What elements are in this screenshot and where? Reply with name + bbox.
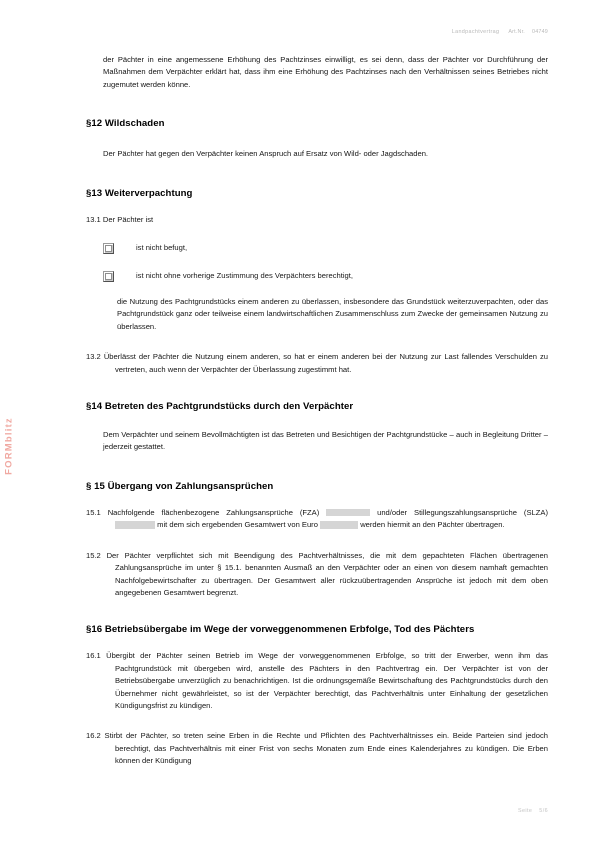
clause-15-1-number: 15.1 (86, 507, 101, 517)
clause-15-1-part2: und/oder Stillegungszahlungsansprüche (SLZA) (377, 507, 548, 517)
clause-16-1-number: 16.1 (86, 651, 101, 661)
header-doc-title: Landpachtvertrag (451, 29, 500, 35)
redacted-field-slza[interactable] (115, 521, 155, 529)
clause-13-2-text: Überlässt der Pächter die Nutzung einem anderen, so hat er einem anderen bei der Nutzung zur Last fallendes Verschulden zu vertreten, auch wenn der Verpächter der Überlassung zugestimmt hat. (103, 352, 548, 374)
clause-16-2-text: Stirbt der Pächter, so treten seine Erben in die Rechte und Pflichten des Pachtverhältnisses ein. Beide Parteien sind jedoch berechtigt, das Pachtverhältnis mit einer Frist von sechs Monaten zum Ende eines Kalenderjahres zu kündigen. Die Erben können der Kündigung (104, 731, 548, 766)
clause-15-2-number: 15.2 (86, 550, 101, 560)
clause-15-2 (86, 550, 548, 600)
clause-15-1 (86, 507, 548, 532)
checkbox-icon[interactable] (103, 243, 114, 254)
section-heading-12: §12 Wildschaden (86, 118, 165, 130)
redacted-field-euro[interactable] (320, 521, 358, 529)
footer-page-number: 5/6 (539, 808, 548, 814)
clause-16-2 (86, 730, 548, 767)
document-footer (518, 808, 548, 814)
header-art-label: Art.Nr. (508, 29, 525, 35)
clause-13-2 (86, 351, 548, 376)
clause-13-1-text: Der Pächter ist (102, 214, 154, 224)
clause-16-2-number: 16.2 (86, 731, 101, 741)
clause-15-1-part1: Nachfolgende flächenbezogene Zahlungsansprüche (FZA) (107, 507, 320, 517)
clause-13-2-number: 13.2 (86, 352, 101, 362)
clause-15-1-part3: mit dem sich ergebenden Gesamtwert von Euro (157, 520, 318, 530)
document-content (86, 54, 550, 768)
document-header (452, 29, 548, 35)
section-heading-13: §13 Weiterverpachtung (86, 187, 193, 199)
continued-paragraph: der Pächter in eine angemessene Erhöhung des Pachtzinses einwilligt, es sei denn, dass der Pächter vor Durchführung der Maßnahmen dem Verpächter erklärt hat, dass ihm eine Erhöhung des Pachtzinses nach den Verhältnissen seines Betriebes nicht zugemutet werden könne. (103, 55, 548, 89)
section-14-paragraph: Dem Verpächter und seinem Bevollmächtigten ist das Betreten und Besichtigen der Pachtgrundstücke – auch in Begleitung Dritter – jederzeit gestattet. (103, 430, 548, 452)
checkbox-1-label: ist nicht befugt, (136, 243, 188, 253)
checkbox-row-zustimmung[interactable] (103, 270, 550, 282)
section-heading-14: §14 Betreten des Pachtgrundstücks durch den Verpächter (86, 401, 354, 413)
footer-page-label: Seite (518, 808, 533, 814)
clause-15-2-text: Der Pächter verpflichtet sich mit Beendigung des Pachtverhältnisses, die mit dem gepachteten Flächen übertragenen Zahlungsansprüche im unter § 15.1. benannten Ausmaß an den Verpächter oder an einen von diesem namhaft gemachten Nachfolgebewirtschafter zu übertragen. Der Gesamtwert aller rückzuübertragenden Ansprüche ist jedoch mit dem oben angegebenen Gesamtwert begrenzt. (106, 550, 548, 597)
clause-13-1-number: 13.1 (86, 214, 101, 224)
redacted-field-fza[interactable] (326, 509, 370, 517)
checkbox-followup-paragraph: die Nutzung des Pachtgrundstücks einem anderen zu überlassen, insbesondere das Grundstück weiterzuverpachten, oder das Pachtgrundstück ganz oder teilweise einem landwirtschaftlichen Zusammenschluss zum Zwecke der gemeinsamen Nutzung zu überlassen. (117, 297, 548, 331)
clause-13-1 (86, 214, 548, 226)
clause-16-1-text: Übergibt der Pächter seinen Betrieb im Wege der vorweggenommenen Erbfolge, so tritt der Erwerber, wenn ihm das Pachtgrundstück mit übergeben wird, anstelle des Pächters in den Pachtvertrag ein. Der Verpächter ist von der Betriebsübergabe unverzüglich zu benachrichtigen. Ist die ordnungsgemäße Bewirtschaftung des Pachtgrundstücks durch den Übernehmer nicht gewährleistet, so ist der Verpächter berechtigt, das Pachtverhältnis unter Einhaltung der gesetzlichen Kündigungsfrist zu kündigen. (106, 651, 548, 710)
checkbox-icon[interactable] (103, 271, 114, 282)
watermark-text: FORMblitz (3, 417, 15, 475)
checkbox-2-label: ist nicht ohne vorherige Zustimmung des Verpächters berechtigt, (136, 271, 353, 281)
clause-16-1 (86, 650, 548, 712)
section-heading-15: § 15 Übergang von Zahlungsansprüchen (86, 480, 274, 492)
formblitz-watermark (2, 406, 16, 486)
section-heading-16: §16 Betriebsübergabe im Wege der vorweggenommenen Erbfolge, Tod des Pächters (86, 624, 475, 636)
checkbox-row-nicht-befugt[interactable] (103, 242, 550, 254)
header-art-number: 04749 (532, 29, 548, 35)
clause-15-1-part4: werden hiermit an den Pächter übertragen. (360, 520, 505, 530)
section-12-paragraph: Der Pächter hat gegen den Verpächter keinen Anspruch auf Ersatz von Wild- oder Jagdschaden. (103, 149, 429, 159)
